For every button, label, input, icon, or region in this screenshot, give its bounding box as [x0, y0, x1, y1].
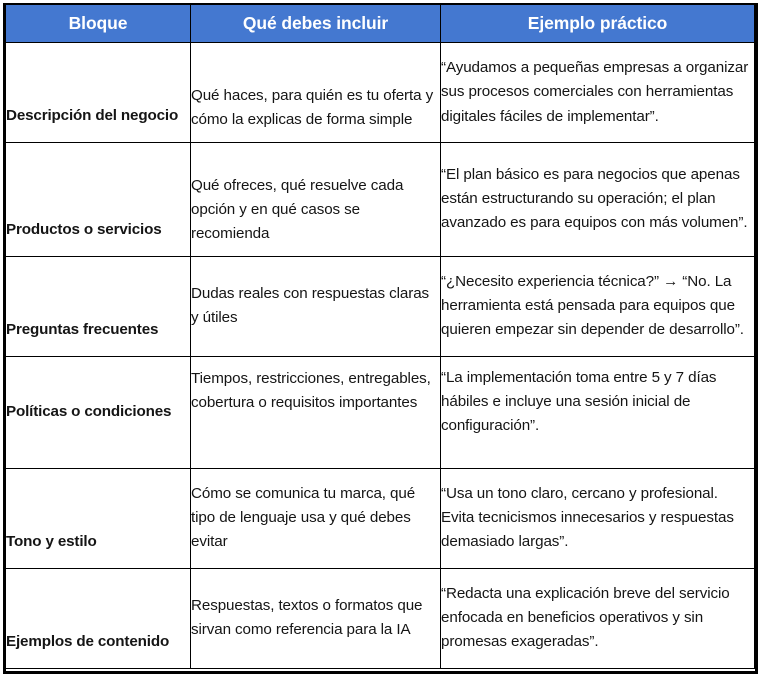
table-row	[6, 43, 755, 143]
table-row	[6, 142, 755, 256]
cell-ejemplo-practico: “La implementación toma entre 5 y 7 días hábiles e incluye una sesión inicial de configuración”.	[441, 356, 755, 468]
cell-que-debes-incluir: Dudas reales con respuestas claras y útiles	[191, 256, 441, 356]
table-row	[6, 568, 755, 668]
cell-bloque: Productos o servicios	[6, 142, 191, 256]
cell-que-debes-incluir: Qué haces, para quién es tu oferta y cómo la explicas de forma simple	[191, 43, 441, 143]
cell-que-debes-incluir: Qué ofreces, qué resuelve cada opción y en qué casos se recomienda	[191, 142, 441, 256]
cell-ejemplo-practico: “¿Necesito experiencia técnica?” → “No. La herramienta está pensada para equipos que quieren empezar sin depender de desarrollo”.	[441, 256, 755, 356]
content-blocks-table	[5, 4, 755, 669]
cell-bloque: Preguntas frecuentes	[6, 256, 191, 356]
table-header	[6, 5, 755, 43]
cell-que-debes-incluir: Tiempos, restricciones, entregables, cobertura o requisitos importantes	[191, 356, 441, 468]
table-row	[6, 256, 755, 356]
table-row	[6, 468, 755, 568]
cell-que-debes-incluir: Cómo se comunica tu marca, qué tipo de lenguaje usa y qué debes evitar	[191, 468, 441, 568]
cell-bloque: Ejemplos de contenido	[6, 568, 191, 668]
cell-ejemplo-practico: “Ayudamos a pequeñas empresas a organizar sus procesos comerciales con herramientas digitales fáciles de implementar”.	[441, 43, 755, 143]
cell-bloque: Tono y estilo	[6, 468, 191, 568]
cell-bloque: Políticas o condiciones	[6, 356, 191, 468]
cell-que-debes-incluir: Respuestas, textos o formatos que sirvan como referencia para la IA	[191, 568, 441, 668]
cell-ejemplo-practico: “Usa un tono claro, cercano y profesional. Evita tecnicismos innecesarios y respuestas demasiado largas”.	[441, 468, 755, 568]
table-body	[6, 43, 755, 669]
cell-bloque: Descripción del negocio	[6, 43, 191, 143]
cell-ejemplo-practico: “El plan básico es para negocios que apenas están estructurando su operación; el plan avanzado es para equipos con más volumen”.	[441, 142, 755, 256]
header-bloque: Bloque	[6, 5, 191, 43]
table-header-row	[6, 5, 755, 43]
header-que-debes-incluir: Qué debes incluir	[191, 5, 441, 43]
header-ejemplo-practico: Ejemplo práctico	[441, 5, 755, 43]
table-row	[6, 356, 755, 468]
cell-ejemplo-practico: “Redacta una explicación breve del servicio enfocada en beneficios operativos y sin promesas exageradas”.	[441, 568, 755, 668]
